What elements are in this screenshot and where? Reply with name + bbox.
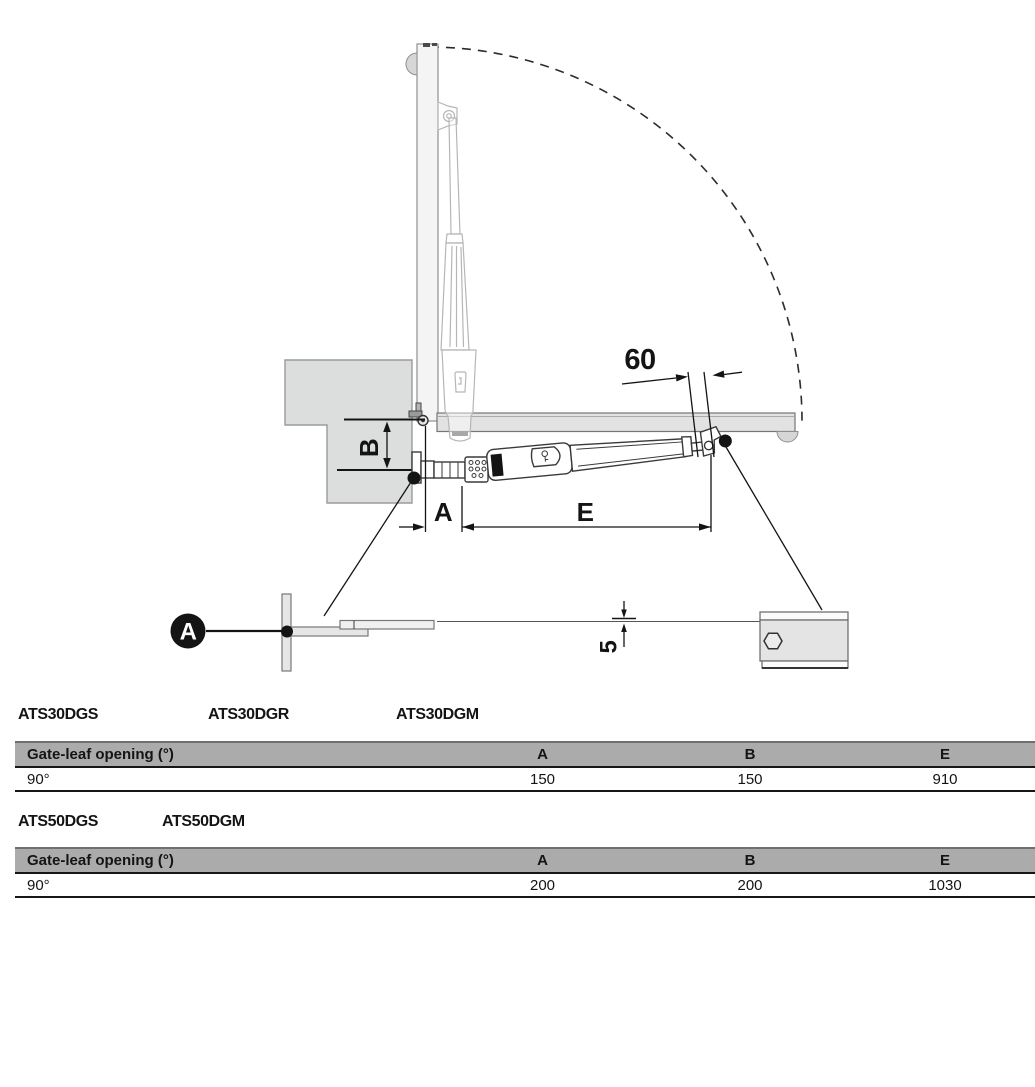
- dim-5: [437, 601, 760, 653]
- col-header-a: A: [537, 746, 548, 763]
- dim-5-label: 5: [595, 640, 623, 654]
- cell-a: 200: [529, 876, 556, 894]
- gate-post: [285, 360, 412, 503]
- actuator-closed: [486, 425, 733, 481]
- col-header-opening: Gate-leaf opening (°): [27, 852, 174, 869]
- rear-pivot-dot: [408, 472, 421, 485]
- cell-opening: 90°: [27, 876, 50, 894]
- model-name: ATS30DGS: [18, 706, 99, 723]
- leaf-end-cap-open: [406, 53, 417, 75]
- col-header-b: B: [744, 852, 756, 869]
- model-name: ATS30DGR: [208, 706, 289, 723]
- cell-opening: 90°: [27, 770, 50, 788]
- hex-bolt-icon: [764, 633, 782, 649]
- cell-b: 150: [737, 770, 763, 788]
- gate-leaf-closed: [437, 413, 798, 442]
- dim-a-label: A: [433, 497, 453, 527]
- cell-a: 150: [529, 770, 556, 788]
- model-names-ats50: [18, 813, 245, 831]
- col-header-a: A: [537, 852, 548, 869]
- leaf-end-cap-closed: [777, 432, 798, 443]
- col-header-e: E: [939, 746, 950, 763]
- detail-a: [171, 594, 435, 671]
- detail-a-badge-label: A: [179, 618, 197, 646]
- dim-e-label: E: [576, 497, 594, 527]
- rod-ghost: [449, 118, 460, 234]
- table-header-row: [15, 847, 1035, 874]
- model-name: ATS30DGM: [396, 706, 479, 723]
- col-header-opening: Gate-leaf opening (°): [27, 746, 174, 763]
- table-ats50: [15, 847, 1035, 898]
- actuator-open-ghost: [438, 102, 476, 441]
- model-names-ats30: [18, 706, 479, 724]
- cell-b: 200: [737, 876, 763, 894]
- tube-ghost: [441, 243, 469, 350]
- cross-pivot-dot: [281, 626, 293, 638]
- table-header-row: [15, 741, 1035, 768]
- cell-e: 910: [932, 770, 958, 788]
- model-name: ATS50DGS: [18, 813, 99, 830]
- bracket-detail: [760, 612, 848, 668]
- col-header-e: E: [939, 852, 950, 869]
- tube: [570, 435, 686, 471]
- dim-b-label: B: [354, 438, 384, 458]
- model-name: ATS50DGM: [162, 813, 245, 830]
- table-row: [15, 874, 1035, 898]
- dim-60-label: 60: [624, 344, 656, 376]
- rear-bracket: [408, 452, 489, 485]
- swing-arc: [430, 47, 802, 421]
- col-header-b: B: [744, 746, 756, 763]
- table-row: [15, 768, 1035, 792]
- brand-label-ghost: [452, 431, 468, 436]
- cell-e: 1030: [928, 876, 962, 894]
- brand-label: [491, 454, 504, 477]
- table-ats30: [15, 741, 1035, 792]
